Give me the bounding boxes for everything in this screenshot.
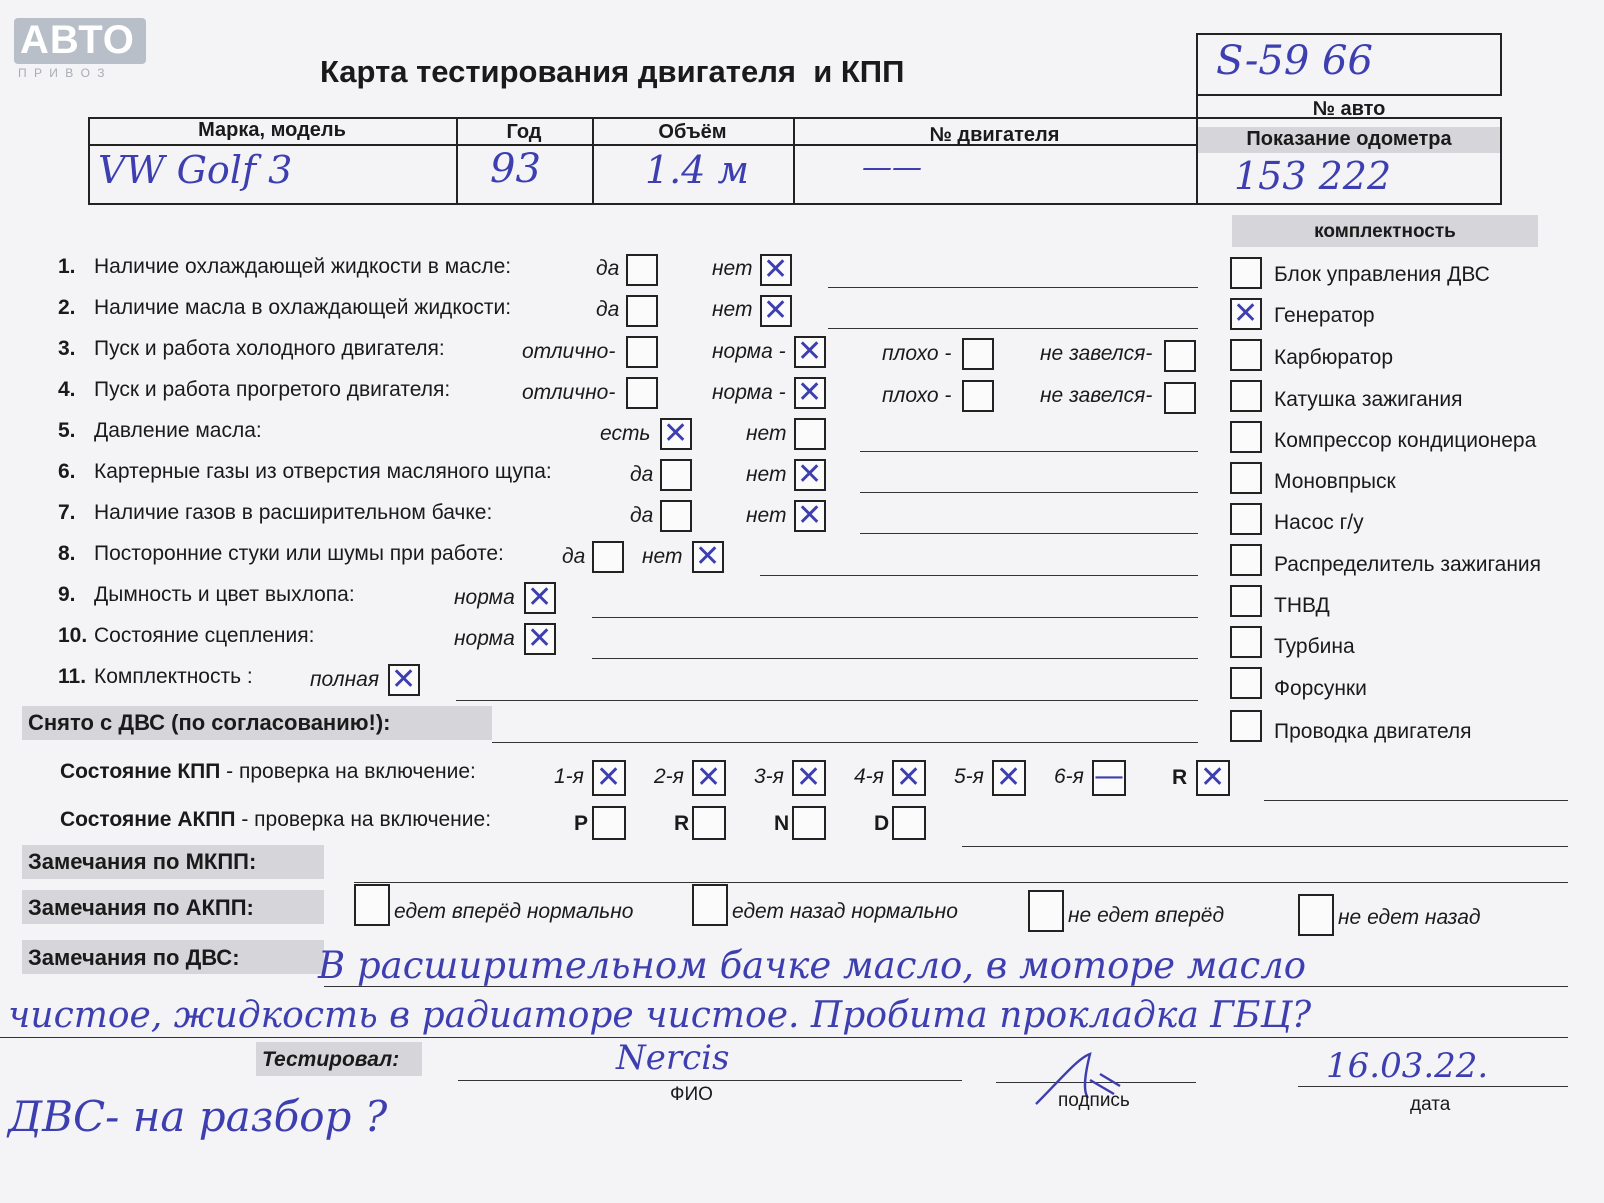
logo-main: АВТО xyxy=(20,18,135,62)
gear-label: 1-я xyxy=(554,765,584,788)
completeness-checkbox-12[interactable] xyxy=(1230,710,1262,742)
row3-opt4: не завелся- xyxy=(1040,342,1153,365)
gear1-mark: ✕ xyxy=(596,760,622,795)
row5-text: Давление масла: xyxy=(94,419,262,442)
signature-label: подпись xyxy=(1058,1090,1130,1111)
row9-opt1: норма xyxy=(454,586,515,609)
akpp-n-checkbox[interactable] xyxy=(792,806,826,840)
completeness-item: Генератор xyxy=(1274,304,1375,327)
logo xyxy=(14,18,146,64)
completeness-item: Моновпрыск xyxy=(1274,470,1396,493)
row4-opt3: плохо - xyxy=(882,384,952,407)
gear-label: 5-я xyxy=(954,765,984,788)
car-number-value: S-59 66 xyxy=(1216,38,1373,84)
completeness-item: Катушка зажигания xyxy=(1274,388,1463,411)
row6-num: 6. xyxy=(58,460,76,483)
gear-r-mark: ✕ xyxy=(1200,760,1226,795)
kpp-label-bold: Состояние КПП xyxy=(60,760,221,783)
row11-num: 11. xyxy=(58,665,87,688)
row9-num: 9. xyxy=(58,583,76,606)
row1-opt1: да xyxy=(596,257,620,280)
kpp-label-rest: - проверка на включение: xyxy=(220,760,476,783)
akpp-backward-ok-label: едет назад нормально xyxy=(732,900,958,923)
completeness-checkbox-8[interactable] xyxy=(1230,544,1262,576)
row10-opt1: норма xyxy=(454,627,515,650)
row5-num: 5. xyxy=(58,419,76,442)
page-title: Карта тестирования двигателя и КПП xyxy=(320,54,905,89)
row8-num: 8. xyxy=(58,542,76,565)
row1-text: Наличие охлаждающей жидкости в масле: xyxy=(94,255,512,278)
row5-opt1: есть xyxy=(600,422,651,445)
row7-opt1-checkbox[interactable] xyxy=(660,500,692,532)
akpp-forward-ok-checkbox[interactable] xyxy=(354,884,390,926)
row6-opt2: нет xyxy=(746,463,787,486)
completeness-item: Карбюратор xyxy=(1274,346,1394,369)
row10-text: Состояние сцепления: xyxy=(94,624,315,647)
gear-label: 2-я xyxy=(654,765,684,788)
gear4-mark: ✕ xyxy=(896,760,922,795)
row7-opt2: нет xyxy=(746,504,787,527)
gear-label: 4-я xyxy=(854,765,884,788)
row8-opt1: да xyxy=(562,545,586,568)
row10-opt1-mark: ✕ xyxy=(527,621,553,656)
car-number-label: № авто xyxy=(1312,98,1386,120)
row11-opt1: полная xyxy=(310,668,380,691)
row4-opt4-checkbox[interactable] xyxy=(1164,382,1196,414)
akpp-p-checkbox[interactable] xyxy=(592,806,626,840)
row3-opt3-checkbox[interactable] xyxy=(962,338,994,370)
akpp-remarks-label: Замечания по АКПП: xyxy=(28,895,254,920)
row7-text: Наличие газов в расширительном бачке: xyxy=(94,501,493,524)
row7-opt2-mark: ✕ xyxy=(797,498,823,533)
row2-text: Наличие масла в охлаждающей жидкости: xyxy=(94,296,512,319)
row4-opt3-checkbox[interactable] xyxy=(962,380,994,412)
row11-text: Комплектность : xyxy=(94,665,253,688)
row4-opt4: не завелся- xyxy=(1040,384,1153,407)
row4-opt1: отлично- xyxy=(522,381,616,404)
row6-opt1: да xyxy=(630,463,654,486)
row1-num: 1. xyxy=(58,255,76,278)
row5-opt2-checkbox[interactable] xyxy=(794,418,826,450)
row8-text: Посторонние стуки или шумы при работе: xyxy=(94,542,504,565)
row9-opt1-mark: ✕ xyxy=(527,580,553,615)
volume-label: Объём xyxy=(658,121,727,143)
year-value: 93 xyxy=(490,146,541,192)
row3-text: Пуск и работа холодного двигателя: xyxy=(94,337,445,360)
completeness-item: Проводка двигателя xyxy=(1274,720,1472,743)
row3-opt1-checkbox[interactable] xyxy=(626,336,658,368)
row3-opt4-checkbox[interactable] xyxy=(1164,340,1196,372)
row3-opt1: отлично- xyxy=(522,340,616,363)
logo-sub: П Р И В О З xyxy=(18,66,107,80)
gear-label: 3-я xyxy=(754,765,784,788)
make-value: VW Golf 3 xyxy=(98,148,293,192)
row1-opt2: нет xyxy=(712,257,753,280)
dvs-remarks-line2: чистое, жидкость в радиаторе чистое. Пробита прокладка ГБЦ? xyxy=(8,995,1312,1036)
row10-num: 10. xyxy=(58,624,88,647)
row8-opt2-mark: ✕ xyxy=(695,539,721,574)
row7-opt1: да xyxy=(630,504,654,527)
dvs-remarks-line1: В расширительном бачке масло, в моторе масло xyxy=(318,944,1307,987)
make-label: Марка, модель xyxy=(198,119,346,141)
completeness-checkbox-1[interactable] xyxy=(1230,257,1262,289)
akpp-no-forward-label: не едет вперёд xyxy=(1068,904,1225,927)
odometer-value: 153 222 xyxy=(1234,154,1392,198)
tested-label: Тестировал: xyxy=(262,1048,400,1071)
row2-opt2-mark: ✕ xyxy=(763,293,789,328)
completeness-item: Насос г/у xyxy=(1274,511,1364,534)
completeness-item: Форсунки xyxy=(1274,677,1367,700)
volume-value: 1.4 м xyxy=(645,148,750,192)
completeness-item: Блок управления ДВС xyxy=(1274,263,1490,286)
completeness-checkbox-6[interactable] xyxy=(1230,462,1262,494)
year-label: Год xyxy=(506,121,542,143)
row4-opt2: норма - xyxy=(712,381,786,404)
completeness-mark-2: ✕ xyxy=(1233,296,1259,331)
row3-num: 3. xyxy=(58,337,76,360)
akpp-no-backward-label: не едет назад xyxy=(1338,906,1481,929)
akpp-backward-ok-checkbox[interactable] xyxy=(692,884,728,926)
row8-opt1-checkbox[interactable] xyxy=(592,541,624,573)
completeness-checkbox-7[interactable] xyxy=(1230,503,1262,535)
footer-note: ДВС- на разбор ? xyxy=(8,1092,388,1141)
row6-text: Картерные газы из отверстия масляного щупа: xyxy=(94,460,552,483)
completeness-checkbox-5[interactable] xyxy=(1230,421,1262,453)
akpp-d-checkbox[interactable] xyxy=(892,806,926,840)
gear6-mark: — xyxy=(1094,759,1124,794)
gear-label: 6-я xyxy=(1054,765,1084,788)
date-label: дата xyxy=(1410,1094,1451,1115)
row4-opt1-checkbox[interactable] xyxy=(626,377,658,409)
row2-opt2: нет xyxy=(712,298,753,321)
akpp-no-backward-checkbox[interactable] xyxy=(1298,894,1334,936)
gear-label: R xyxy=(1172,766,1188,789)
akpp-mode-label: P xyxy=(574,812,589,835)
row3-opt3: плохо - xyxy=(882,342,952,365)
engine-number-value: —— xyxy=(862,150,922,185)
completeness-checkbox-4[interactable] xyxy=(1230,380,1262,412)
row2-opt1-checkbox[interactable] xyxy=(626,295,658,327)
dvs-remarks-label: Замечания по ДВС: xyxy=(28,945,240,970)
kpp-label xyxy=(60,760,476,784)
row4-opt2-mark: ✕ xyxy=(797,375,823,410)
row3-opt2-mark: ✕ xyxy=(797,334,823,369)
completeness-item: Компрессор кондиционера xyxy=(1274,429,1537,452)
row4-text: Пуск и работа прогретого двигателя: xyxy=(94,378,451,401)
row6-opt1-checkbox[interactable] xyxy=(660,459,692,491)
akpp-label xyxy=(60,808,491,832)
akpp-label-bold: Состояние АКПП xyxy=(60,808,236,831)
gear5-mark: ✕ xyxy=(996,760,1022,795)
row2-opt1: да xyxy=(596,298,620,321)
completeness-title: комплектность xyxy=(1314,221,1456,242)
row5-opt1-mark: ✕ xyxy=(663,416,689,451)
row3-opt2: норма - xyxy=(712,340,786,363)
akpp-mode-label: R xyxy=(674,812,690,835)
gear2-mark: ✕ xyxy=(696,760,722,795)
row7-num: 7. xyxy=(58,501,76,524)
completeness-checkbox-10[interactable] xyxy=(1230,626,1262,658)
row1-opt1-checkbox[interactable] xyxy=(626,254,658,286)
row11-opt1-mark: ✕ xyxy=(391,662,417,697)
completeness-checkbox-11[interactable] xyxy=(1230,667,1262,699)
row9-text: Дымность и цвет выхлопа: xyxy=(94,583,355,606)
akpp-no-forward-checkbox[interactable] xyxy=(1028,890,1064,932)
completeness-item: ТНВД xyxy=(1274,594,1330,617)
fio-label: ФИО xyxy=(670,1084,713,1105)
removed-label: Снято с ДВС (по согласованию!): xyxy=(28,710,391,735)
gear3-mark: ✕ xyxy=(796,760,822,795)
row1-opt2-mark: ✕ xyxy=(763,252,789,287)
akpp-label-rest: - проверка на включение: xyxy=(235,808,492,831)
akpp-r-checkbox[interactable] xyxy=(692,806,726,840)
completeness-item: Распределитель зажигания xyxy=(1274,553,1542,576)
row8-opt2: нет xyxy=(642,545,683,568)
engine-number-label: № двигателя xyxy=(929,124,1060,146)
test-date-value: 16.03.22. xyxy=(1326,1046,1489,1086)
akpp-forward-ok-label: едет вперёд нормально xyxy=(394,900,634,923)
row4-num: 4. xyxy=(58,378,76,401)
row2-num: 2. xyxy=(58,296,76,319)
row5-opt2: нет xyxy=(746,422,787,445)
completeness-checkbox-3[interactable] xyxy=(1230,339,1262,371)
odometer-label: Показание одометра xyxy=(1246,128,1452,150)
mkpp-remarks-label: Замечания по МКПП: xyxy=(28,849,257,874)
completeness-checkbox-9[interactable] xyxy=(1230,585,1262,617)
completeness-item: Турбина xyxy=(1274,635,1355,658)
tester-name-value: Nercis xyxy=(616,1038,730,1078)
row6-opt2-mark: ✕ xyxy=(797,457,823,492)
akpp-mode-label: N xyxy=(774,812,790,835)
akpp-mode-label: D xyxy=(874,812,890,835)
